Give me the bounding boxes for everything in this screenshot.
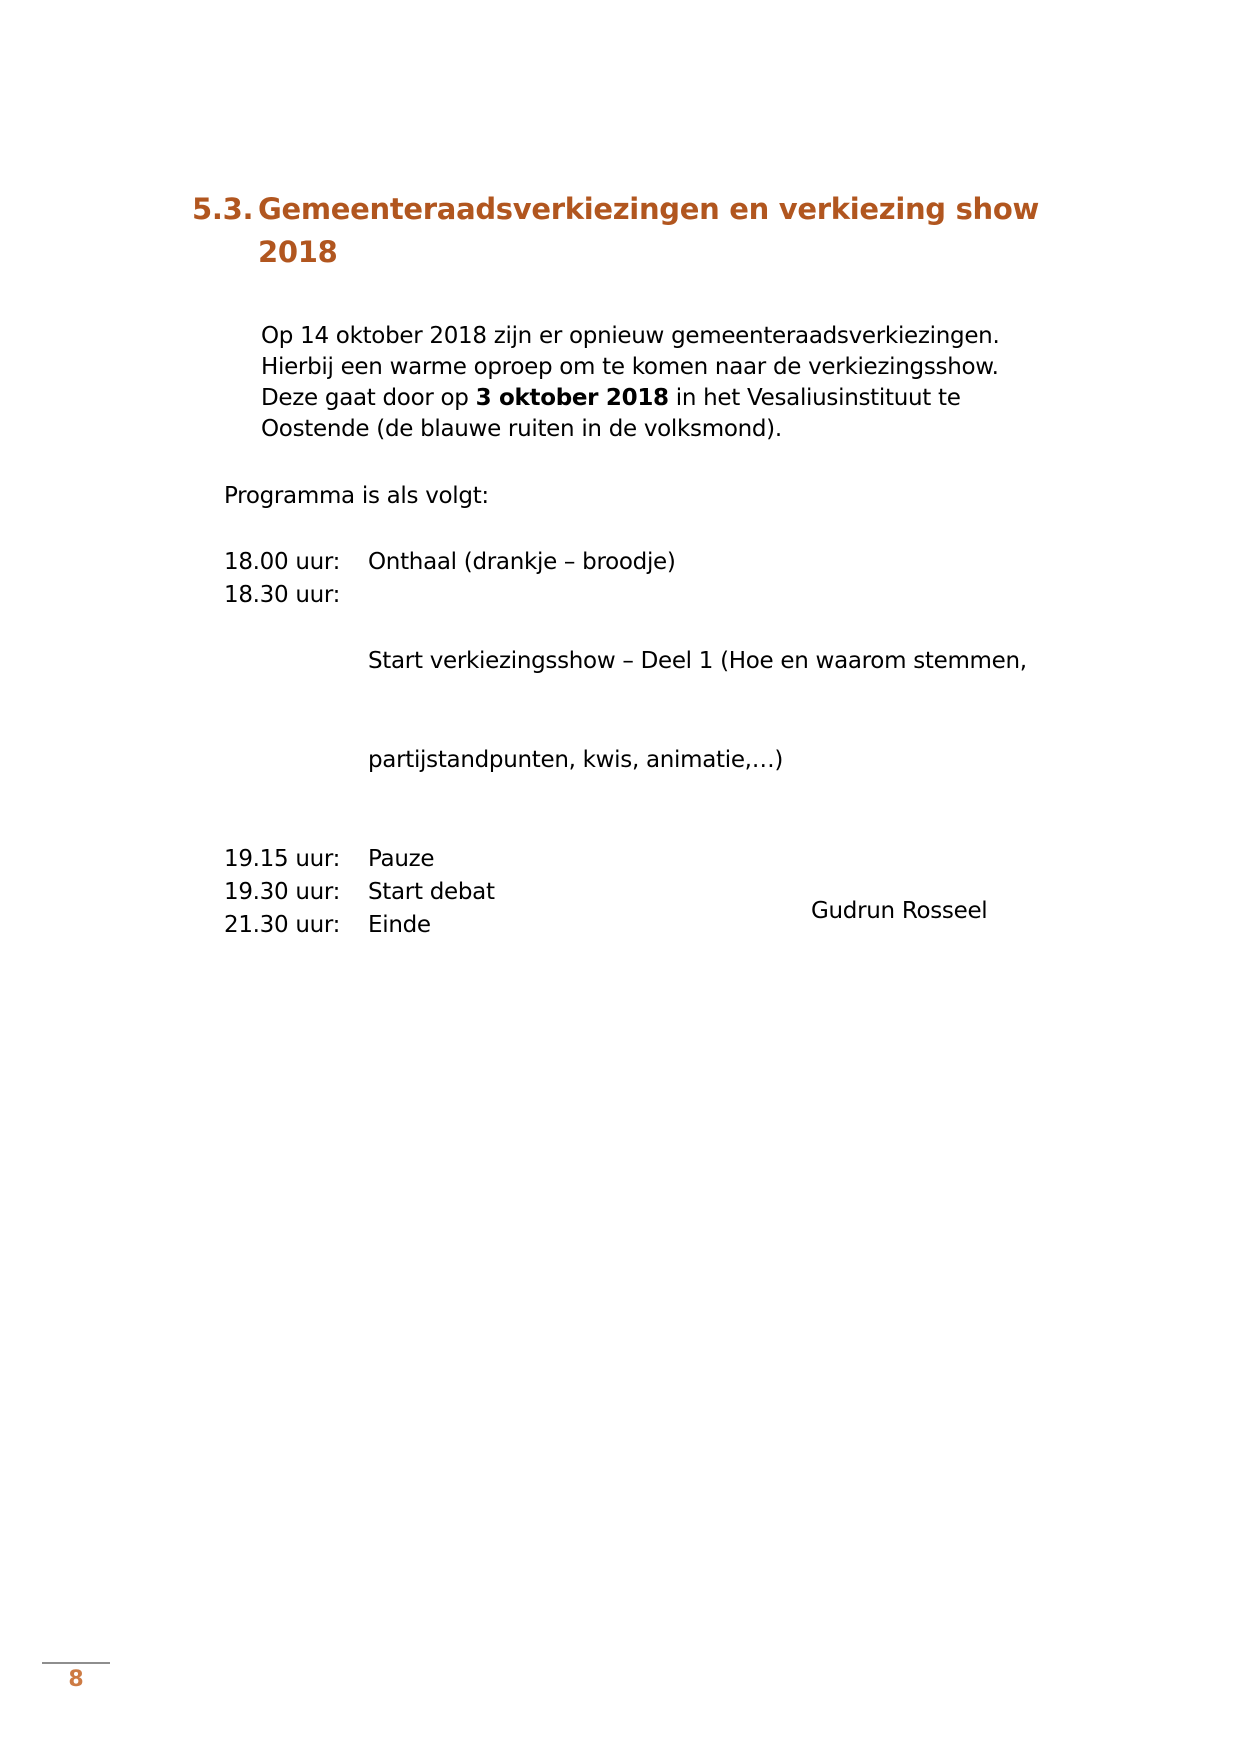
- intro-line-3-date-bold: 3 oktober 2018: [475, 385, 669, 411]
- section-title-line2: 2018: [258, 235, 338, 269]
- footer-divider-line: [42, 1662, 110, 1664]
- program-time: 18.00 uur:: [224, 549, 341, 575]
- intro-paragraph: [261, 321, 999, 445]
- intro-line-3-suffix: in het Vesaliusinstituut te: [668, 385, 961, 411]
- program-activity: [368, 579, 1027, 843]
- program-time: 19.15 uur:: [224, 846, 341, 872]
- program-label: Programma is als volgt:: [224, 483, 489, 509]
- program-activity: Onthaal (drankje – broodje): [368, 549, 676, 575]
- program-time: 21.30 uur:: [224, 912, 341, 938]
- program-time: 18.30 uur:: [224, 582, 341, 608]
- program-row: [224, 546, 1027, 579]
- intro-line-2: Hierbij een warme oproep om te komen naar de verkiezingsshow.: [261, 354, 999, 380]
- intro-line-4: Oostende (de blauwe ruiten in de volksmond).: [261, 416, 782, 442]
- program-activity: Start debat: [368, 879, 495, 905]
- signature-name: Gudrun Rosseel: [811, 898, 988, 924]
- program-row: [224, 579, 1027, 843]
- program-activity-line1: Start verkiezingsshow – Deel 1 (Hoe en waarom stemmen,: [368, 648, 1027, 674]
- section-title-line1: Gemeenteraadsverkiezingen en verkiezing show: [258, 192, 1039, 226]
- program-activity: Einde: [368, 912, 431, 938]
- section-title: [258, 188, 1039, 274]
- intro-line-1: Op 14 oktober 2018 zijn er opnieuw gemeenteraadsverkiezingen.: [261, 323, 1000, 349]
- page-number: 8: [68, 1667, 84, 1692]
- program-schedule: [224, 546, 1027, 942]
- intro-line-3: [261, 383, 999, 414]
- program-activity: Pauze: [368, 846, 435, 872]
- program-activity-line2: partijstandpunten, kwis, animatie,…): [368, 747, 784, 773]
- intro-line-3-prefix: Deze gaat door op: [261, 385, 476, 411]
- program-row: [224, 843, 1027, 876]
- program-time: 19.30 uur:: [224, 879, 341, 905]
- section-number: 5.3.: [192, 192, 254, 226]
- section-heading: [192, 188, 1039, 274]
